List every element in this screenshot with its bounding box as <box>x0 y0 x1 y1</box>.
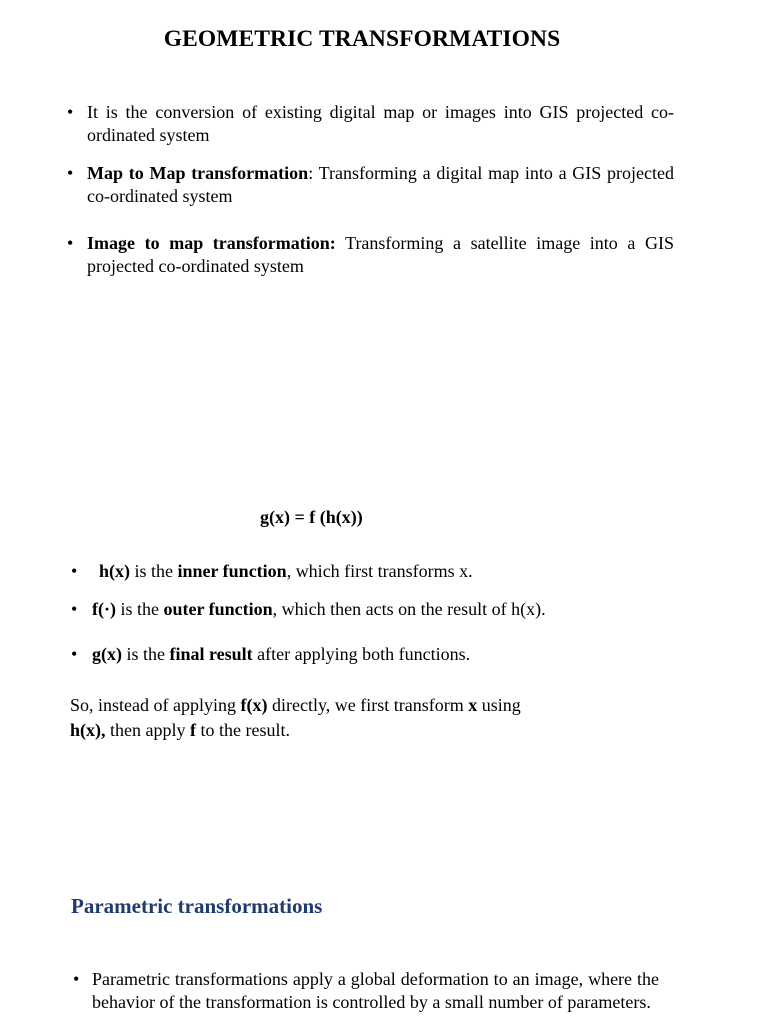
function-role: inner function <box>177 561 287 581</box>
bullet-icon: • <box>71 644 78 664</box>
list-item <box>71 560 473 582</box>
bullet-term: Image to map transformation: <box>87 233 336 253</box>
paragraph-text: to the result. <box>195 720 290 740</box>
paragraph-text: So, instead of applying <box>70 695 241 715</box>
bullet-icon: • <box>71 561 78 581</box>
bullet-term: Map to Map transformation <box>87 163 309 183</box>
function-text: is the <box>122 644 170 664</box>
function-name: h(x) <box>99 561 130 581</box>
function-text: , which first transforms x. <box>286 561 473 581</box>
function-role: final result <box>169 644 253 664</box>
explanation-paragraph <box>70 693 590 743</box>
paragraph-text: then apply <box>105 720 190 740</box>
bullet-icon: • <box>67 233 74 253</box>
bullet-icon: • <box>67 163 74 183</box>
paragraph-emphasis: f <box>189 720 196 740</box>
paragraph-text: using <box>477 695 521 715</box>
bullet-icon: • <box>71 599 78 619</box>
list-item <box>71 598 546 620</box>
function-role: outer function <box>163 599 273 619</box>
section-heading: Parametric transformations <box>71 894 323 918</box>
bullet-text <box>87 162 674 207</box>
function-text: after applying both functions. <box>252 644 471 664</box>
bullet-definition: : Transforming a digital map into a GIS projected co-ordinated system <box>87 163 674 206</box>
bullet-definition: Transforming a satellite image into a GIS projected co-ordinated system <box>87 233 674 276</box>
function-text: , which then acts on the result of h(x). <box>272 599 546 619</box>
function-name: g(x) <box>92 644 122 664</box>
paragraph-text: directly, we first transform <box>267 695 469 715</box>
function-text: is the <box>116 599 164 619</box>
formula: g(x) = f (h(x)) <box>260 507 363 527</box>
bullet-text: It is the conversion of existing digital map or images into GIS projected co-ordinated system <box>87 102 674 145</box>
list-item <box>71 643 471 665</box>
bullet-icon: • <box>73 969 80 989</box>
paragraph-emphasis: f(x) <box>240 695 268 715</box>
page-title: GEOMETRIC TRANSFORMATIONS <box>163 26 561 52</box>
list-item <box>73 968 659 1013</box>
paragraph-emphasis: x <box>468 695 478 715</box>
paragraph-emphasis: h(x), <box>70 720 106 740</box>
function-name: f(·) <box>92 599 116 619</box>
function-text: is the <box>130 561 178 581</box>
bullet-text <box>87 232 674 277</box>
bullet-text: Parametric transformations apply a global deformation to an image, where the behavior of the transformation is controlled by a small number of parameters. <box>92 969 659 1012</box>
bullet-icon: • <box>67 102 74 122</box>
